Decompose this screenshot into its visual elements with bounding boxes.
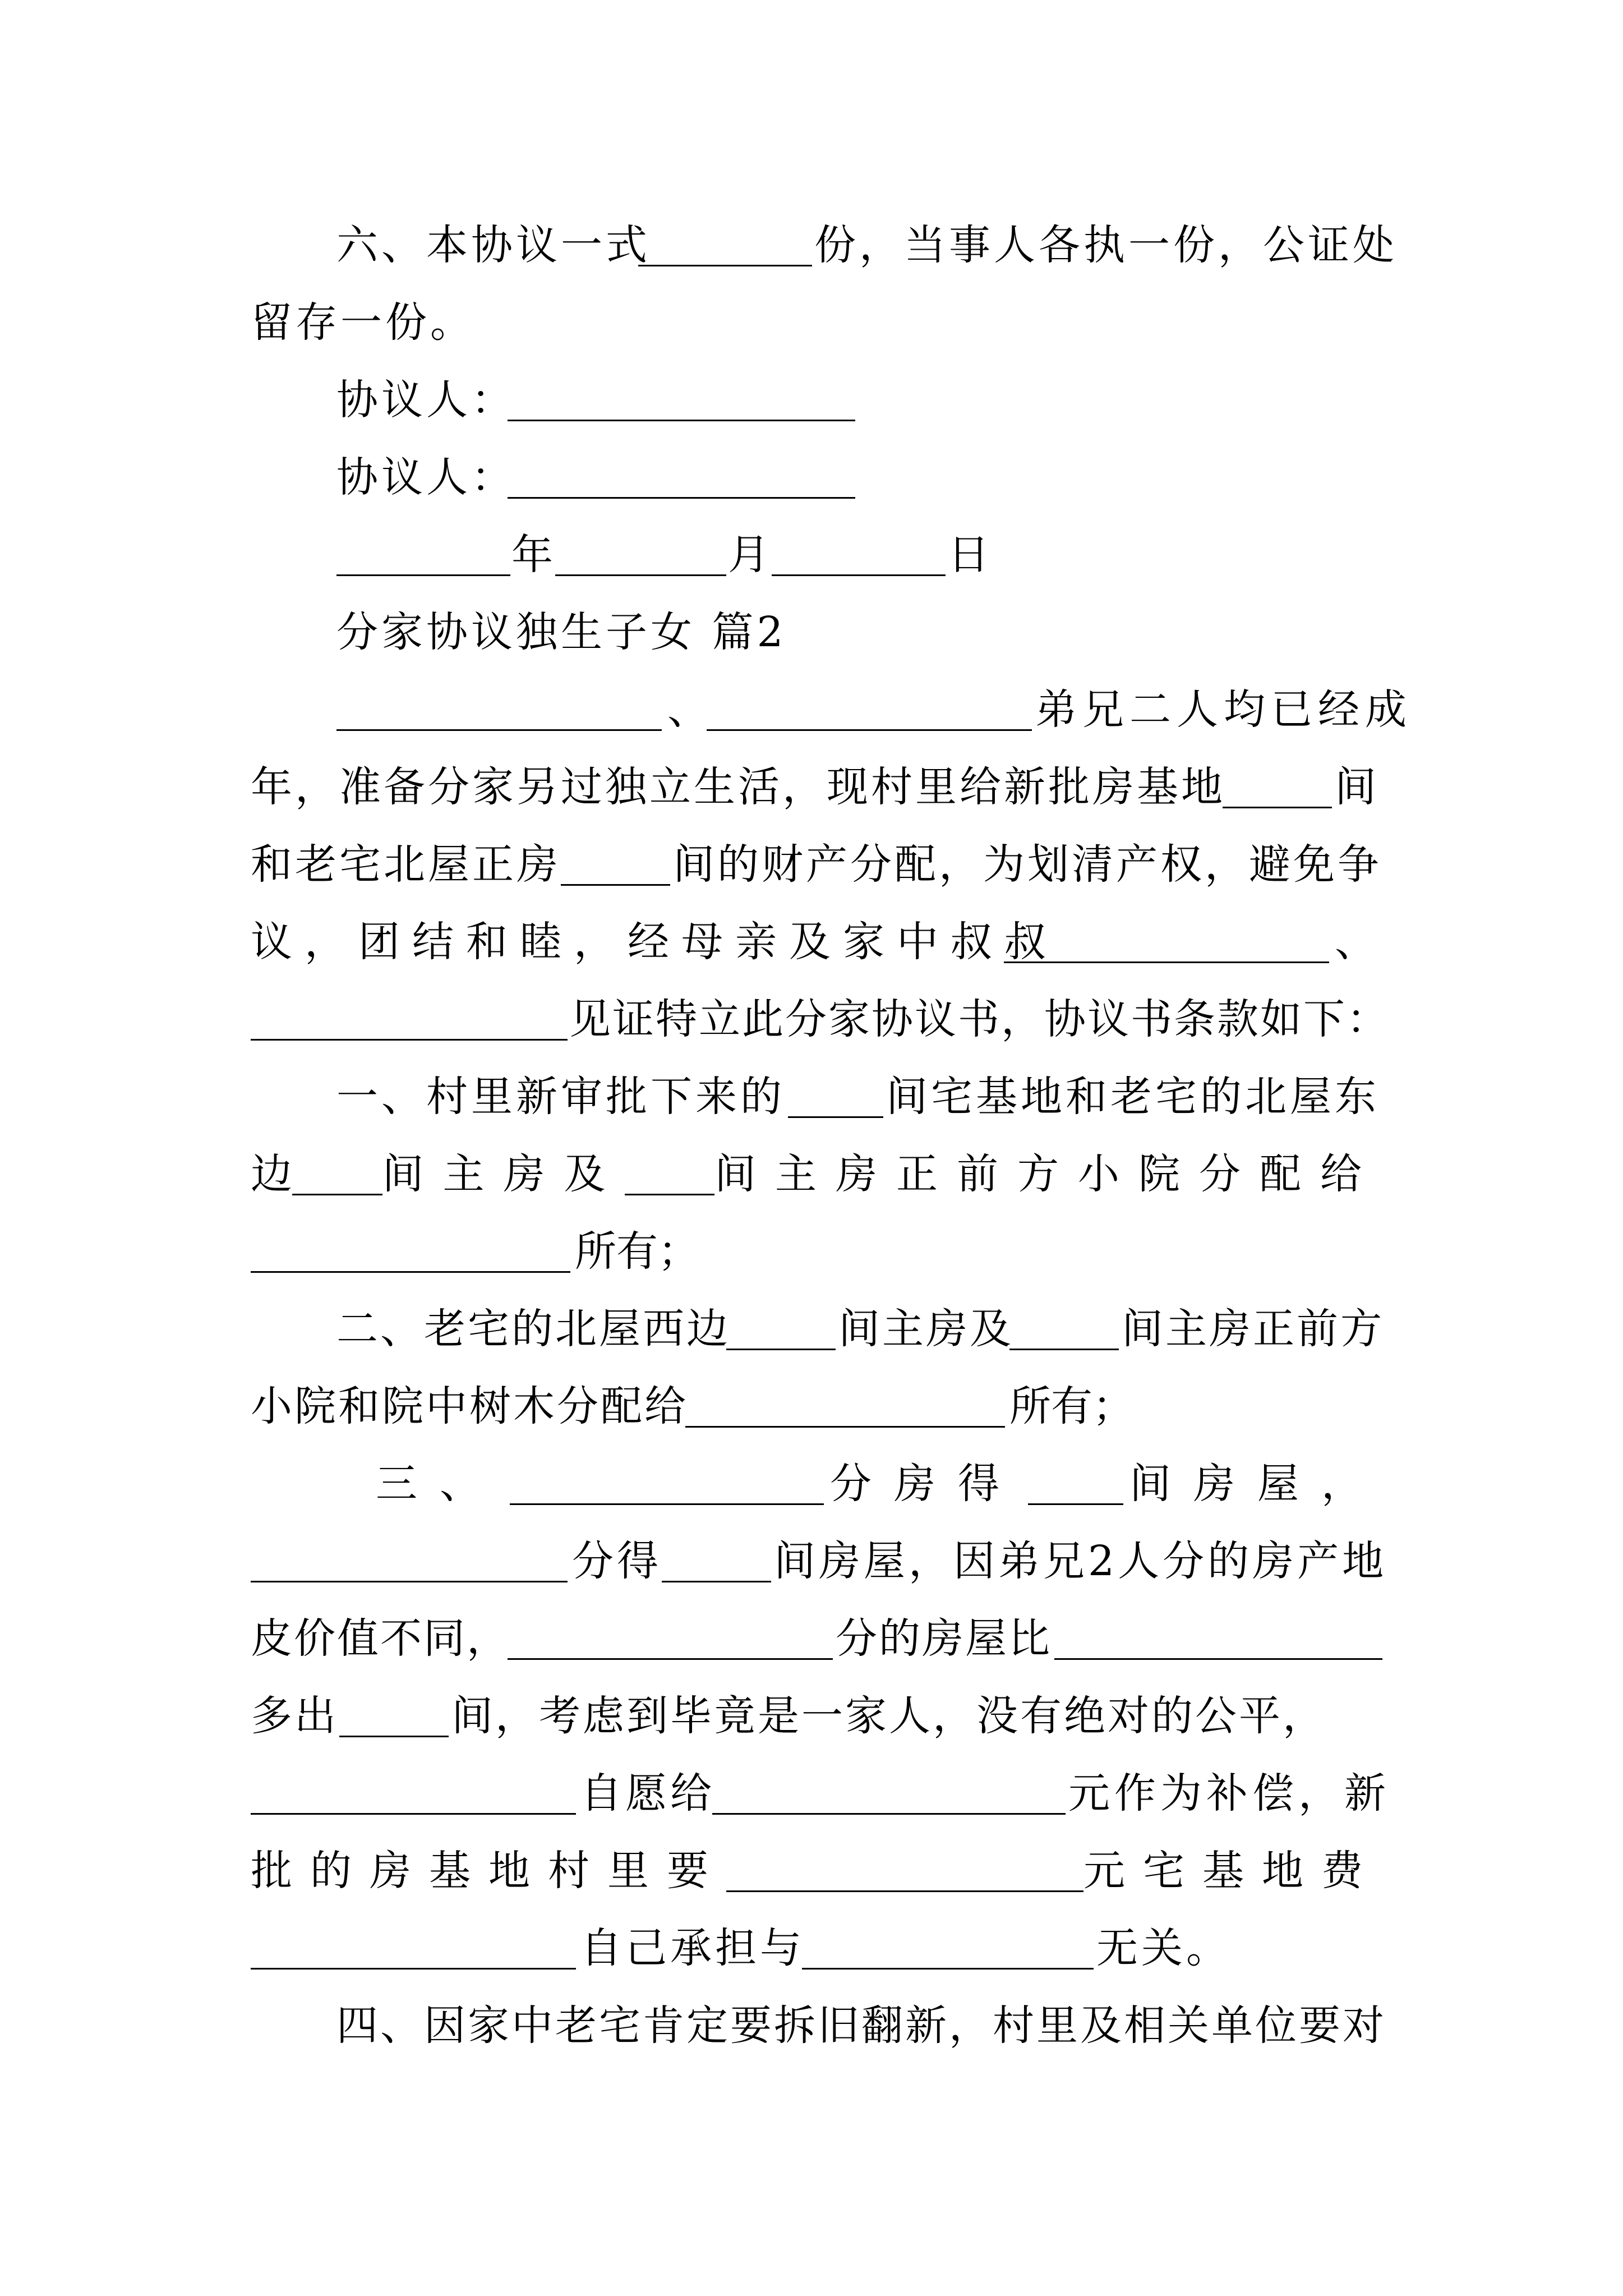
text-segment: 间主房及 [382, 1150, 625, 1198]
text-segment: 、 [1335, 918, 1376, 966]
text-segment: 留存一份。 [251, 298, 475, 347]
text-segment: 三、 [376, 1460, 504, 1508]
text-segment: 、 [667, 685, 709, 734]
fill-blank [251, 1813, 576, 1815]
text-segment: 分房得 [830, 1460, 1022, 1508]
para-line [0, 203, 1623, 287]
signature-blank [508, 497, 855, 499]
text-segment: 间房屋， [1129, 1460, 1385, 1508]
text-segment: 分得 [572, 1537, 662, 1585]
text-segment: 弟兄二人均已经成 [1035, 685, 1412, 734]
fill-blank [788, 1116, 883, 1118]
text-segment: 分的房屋比 [836, 1614, 1052, 1663]
text-segment: 间主房正前方 [1122, 1305, 1384, 1353]
fill-blank [726, 1349, 836, 1350]
fill-blank [662, 1581, 771, 1582]
fill-blank [508, 1658, 833, 1660]
fill-blank [712, 1813, 1066, 1815]
para-line [0, 1984, 1623, 2068]
month-blank [555, 574, 726, 576]
year-blank [336, 574, 510, 576]
signature-blank [508, 420, 855, 421]
day-label: 日 [948, 531, 989, 579]
fill-blank [685, 1426, 1005, 1428]
para-line [251, 1132, 1381, 1216]
text-segment: 无关。 [1096, 1924, 1231, 1972]
text-segment: 批的房基地村里要 [251, 1847, 726, 1895]
para-line [0, 1287, 1623, 1371]
fill-blank [251, 1271, 570, 1273]
para-line [376, 1442, 1385, 1526]
para-line [0, 1751, 1623, 1835]
section-heading [0, 590, 1623, 674]
text-segment: 间主房及 [838, 1305, 1013, 1353]
para-line [0, 280, 1623, 365]
text-segment: 一、村里新审批下来的 [336, 1073, 785, 1121]
signer-label: 协议人： [336, 376, 516, 424]
text-segment: 间主房正前方小院分配给 [714, 1150, 1381, 1198]
fill-blank [625, 1194, 715, 1195]
para-line [0, 822, 1623, 907]
para-line [0, 435, 1623, 519]
fill-blank [638, 265, 812, 266]
fill-blank [336, 729, 662, 731]
fill-blank [292, 1194, 382, 1195]
text-segment: 间，考虑到毕竟是一家人，没有绝对的公平， [451, 1692, 1326, 1740]
year-label: 年 [511, 531, 553, 579]
text-segment: 边 [251, 1150, 292, 1198]
text-segment: 间房屋，因弟兄2人分的房产地 [774, 1537, 1387, 1585]
text-segment: 自愿给 [580, 1769, 715, 1818]
text-segment: 小院和院中树木分配给 [251, 1382, 688, 1430]
text-segment: 所有； [575, 1227, 699, 1276]
fill-blank [1223, 807, 1332, 808]
text-segment: 所有； [1009, 1382, 1134, 1430]
text-segment: 皮价值不同， [251, 1614, 510, 1663]
fill-blank [726, 1890, 1083, 1892]
text-segment: 二、老宅的北屋西边 [336, 1305, 730, 1353]
text-segment: 自己承担与 [580, 1924, 805, 1972]
para-line [251, 1829, 1381, 1913]
para-line [0, 1519, 1623, 1603]
text-segment: 份，当事人各执一份，公证处 [814, 221, 1398, 269]
text-segment: 六、本协议一式 [336, 221, 651, 269]
para-line [0, 1055, 1623, 1139]
text-segment: 和老宅北屋正房 [251, 840, 561, 889]
para-line [0, 977, 1623, 1061]
fill-blank [561, 884, 670, 886]
fill-blank [510, 1503, 824, 1505]
text-segment: 年，准备分家另过独立生活，现村里给新批房基地 [251, 763, 1225, 811]
month-label: 月 [728, 531, 769, 579]
text-segment: 见证特立此分家协议书，协议书条款如下： [569, 995, 1390, 1043]
fill-blank [1028, 1503, 1123, 1505]
fill-blank [802, 1968, 1094, 1970]
fill-blank [251, 1968, 576, 1970]
text-segment: 间宅基地和老宅的北屋东 [886, 1073, 1380, 1121]
text-segment: 四、因家中老宅肯定要拆旧翻新，村里及相关单位要对 [336, 2001, 1386, 2050]
day-blank [772, 574, 946, 576]
para-line [0, 1364, 1623, 1448]
fill-blank [1054, 1658, 1382, 1660]
para-line [0, 900, 1623, 984]
para-line [0, 745, 1623, 829]
para-line [0, 1209, 1623, 1294]
para-line [0, 358, 1623, 442]
text-segment: 元宅基地费 [1083, 1847, 1381, 1895]
text-segment: 议，团结和睦，经母亲及家中叔叔 [251, 918, 1058, 966]
fill-blank [1004, 961, 1329, 963]
heading-text: 分家协议独生子女 篇2 [336, 608, 787, 656]
signer-label: 协议人： [336, 453, 516, 501]
fill-blank [1009, 1349, 1119, 1350]
text-segment: 多出 [251, 1692, 338, 1740]
fill-blank [707, 729, 1032, 731]
text-segment: 元作为补偿，新 [1068, 1769, 1390, 1818]
para-line [0, 1596, 1623, 1681]
para-line [0, 1906, 1623, 1990]
text-segment: 间的财产分配，为划清产权，避免争 [673, 840, 1382, 889]
fill-blank [251, 1581, 568, 1582]
text-segment: 间 [1335, 763, 1376, 811]
para-line [0, 1674, 1623, 1758]
para-line [0, 668, 1623, 752]
date-line [0, 513, 1623, 597]
fill-blank [339, 1736, 449, 1737]
fill-blank [251, 1039, 568, 1041]
